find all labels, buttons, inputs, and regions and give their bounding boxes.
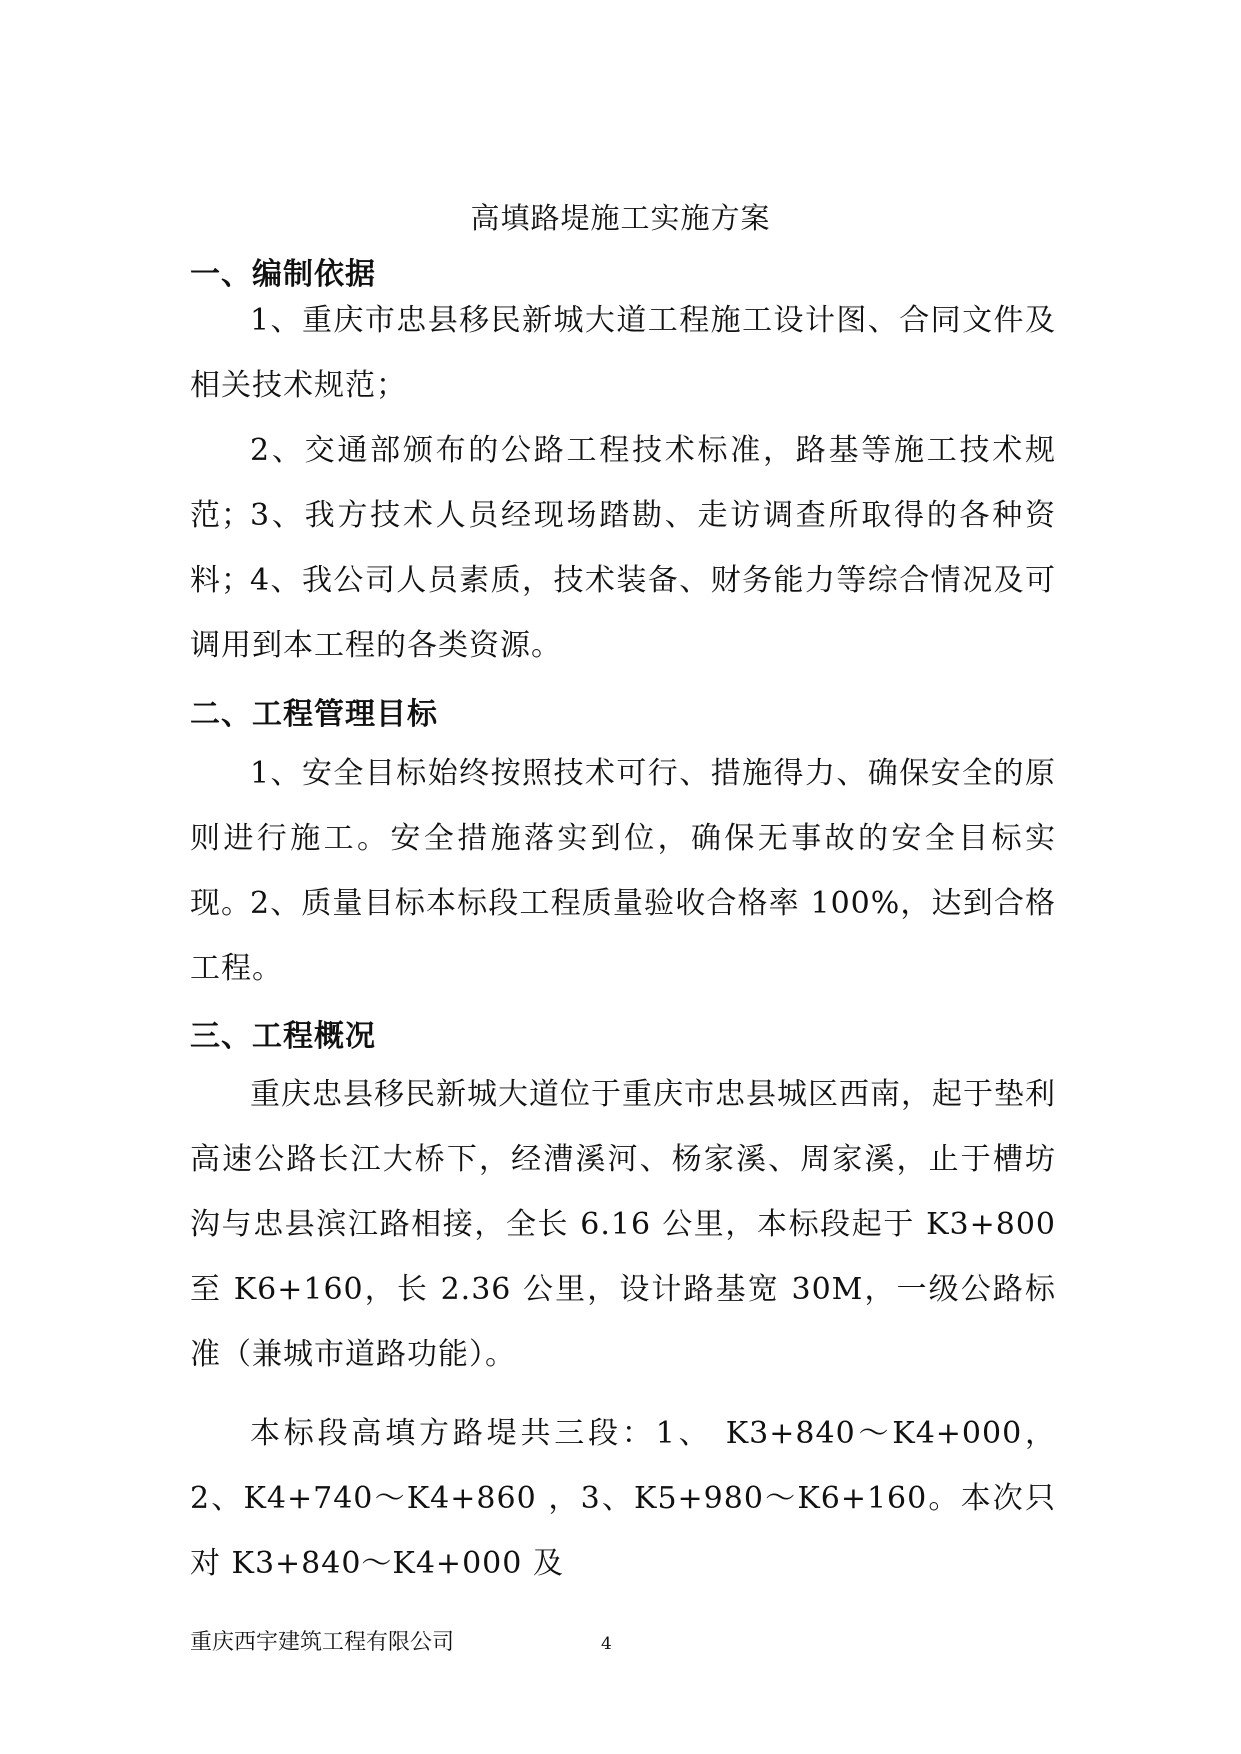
document-title: 高填路堤施工实施方案 bbox=[470, 201, 771, 235]
section-heading-basis: 一、编制依据 bbox=[190, 257, 376, 292]
paragraph: 重庆忠县移民新城大道位于重庆市忠县城区西南，起于垫利高速公路长江大桥下，经漕溪河、杨家溪、周家溪，止于槽坊沟与忠县滨江路相接，全长 6.16 公里，本标段起于 K3+800 至 K6+160，长 2.36 公里，设计路基宽 30M，一级公路标准（兼城市道路功能）。 bbox=[190, 1077, 1056, 1372]
footer-page-number: 4 bbox=[601, 1634, 612, 1654]
section-heading-overview: 三、工程概况 bbox=[190, 1019, 376, 1054]
paragraph: 2、交通部颁布的公路工程技术标准，路基等施工技术规范； bbox=[190, 433, 1056, 533]
paragraph: 2、质量目标本标段工程质量验收合格率 100%，达到合格工程。 bbox=[190, 886, 1056, 986]
paragraph: 1、安全目标始终按照技术可行、措施得力、确保安全的原则进行施工。安全措施落实到位，确保无事故的安全目标实现。 bbox=[190, 756, 1056, 921]
paragraph: 3、我方技术人员经现场踏勘、走访调查所取得的各种资料； bbox=[190, 498, 1056, 598]
paragraph: 本标段高填方路堤共三段：1、 K3+840～K4+000，2、K4+740～K4+860 ，3、K5+980～K6+160。本次只对 K3+840～K4+000 及 bbox=[190, 1416, 1056, 1581]
footer-company-name: 重庆西宇建筑工程有限公司 bbox=[190, 1630, 455, 1655]
section-heading-goals: 二、工程管理目标 bbox=[190, 697, 438, 732]
paragraph: 1、重庆市忠县移民新城大道工程施工设计图、合同文件及相关技术规范； bbox=[190, 303, 1056, 403]
paragraph: 4、我公司人员素质，技术装备、财务能力等综合情况及可调用到本工程的各类资源。 bbox=[190, 563, 1056, 663]
